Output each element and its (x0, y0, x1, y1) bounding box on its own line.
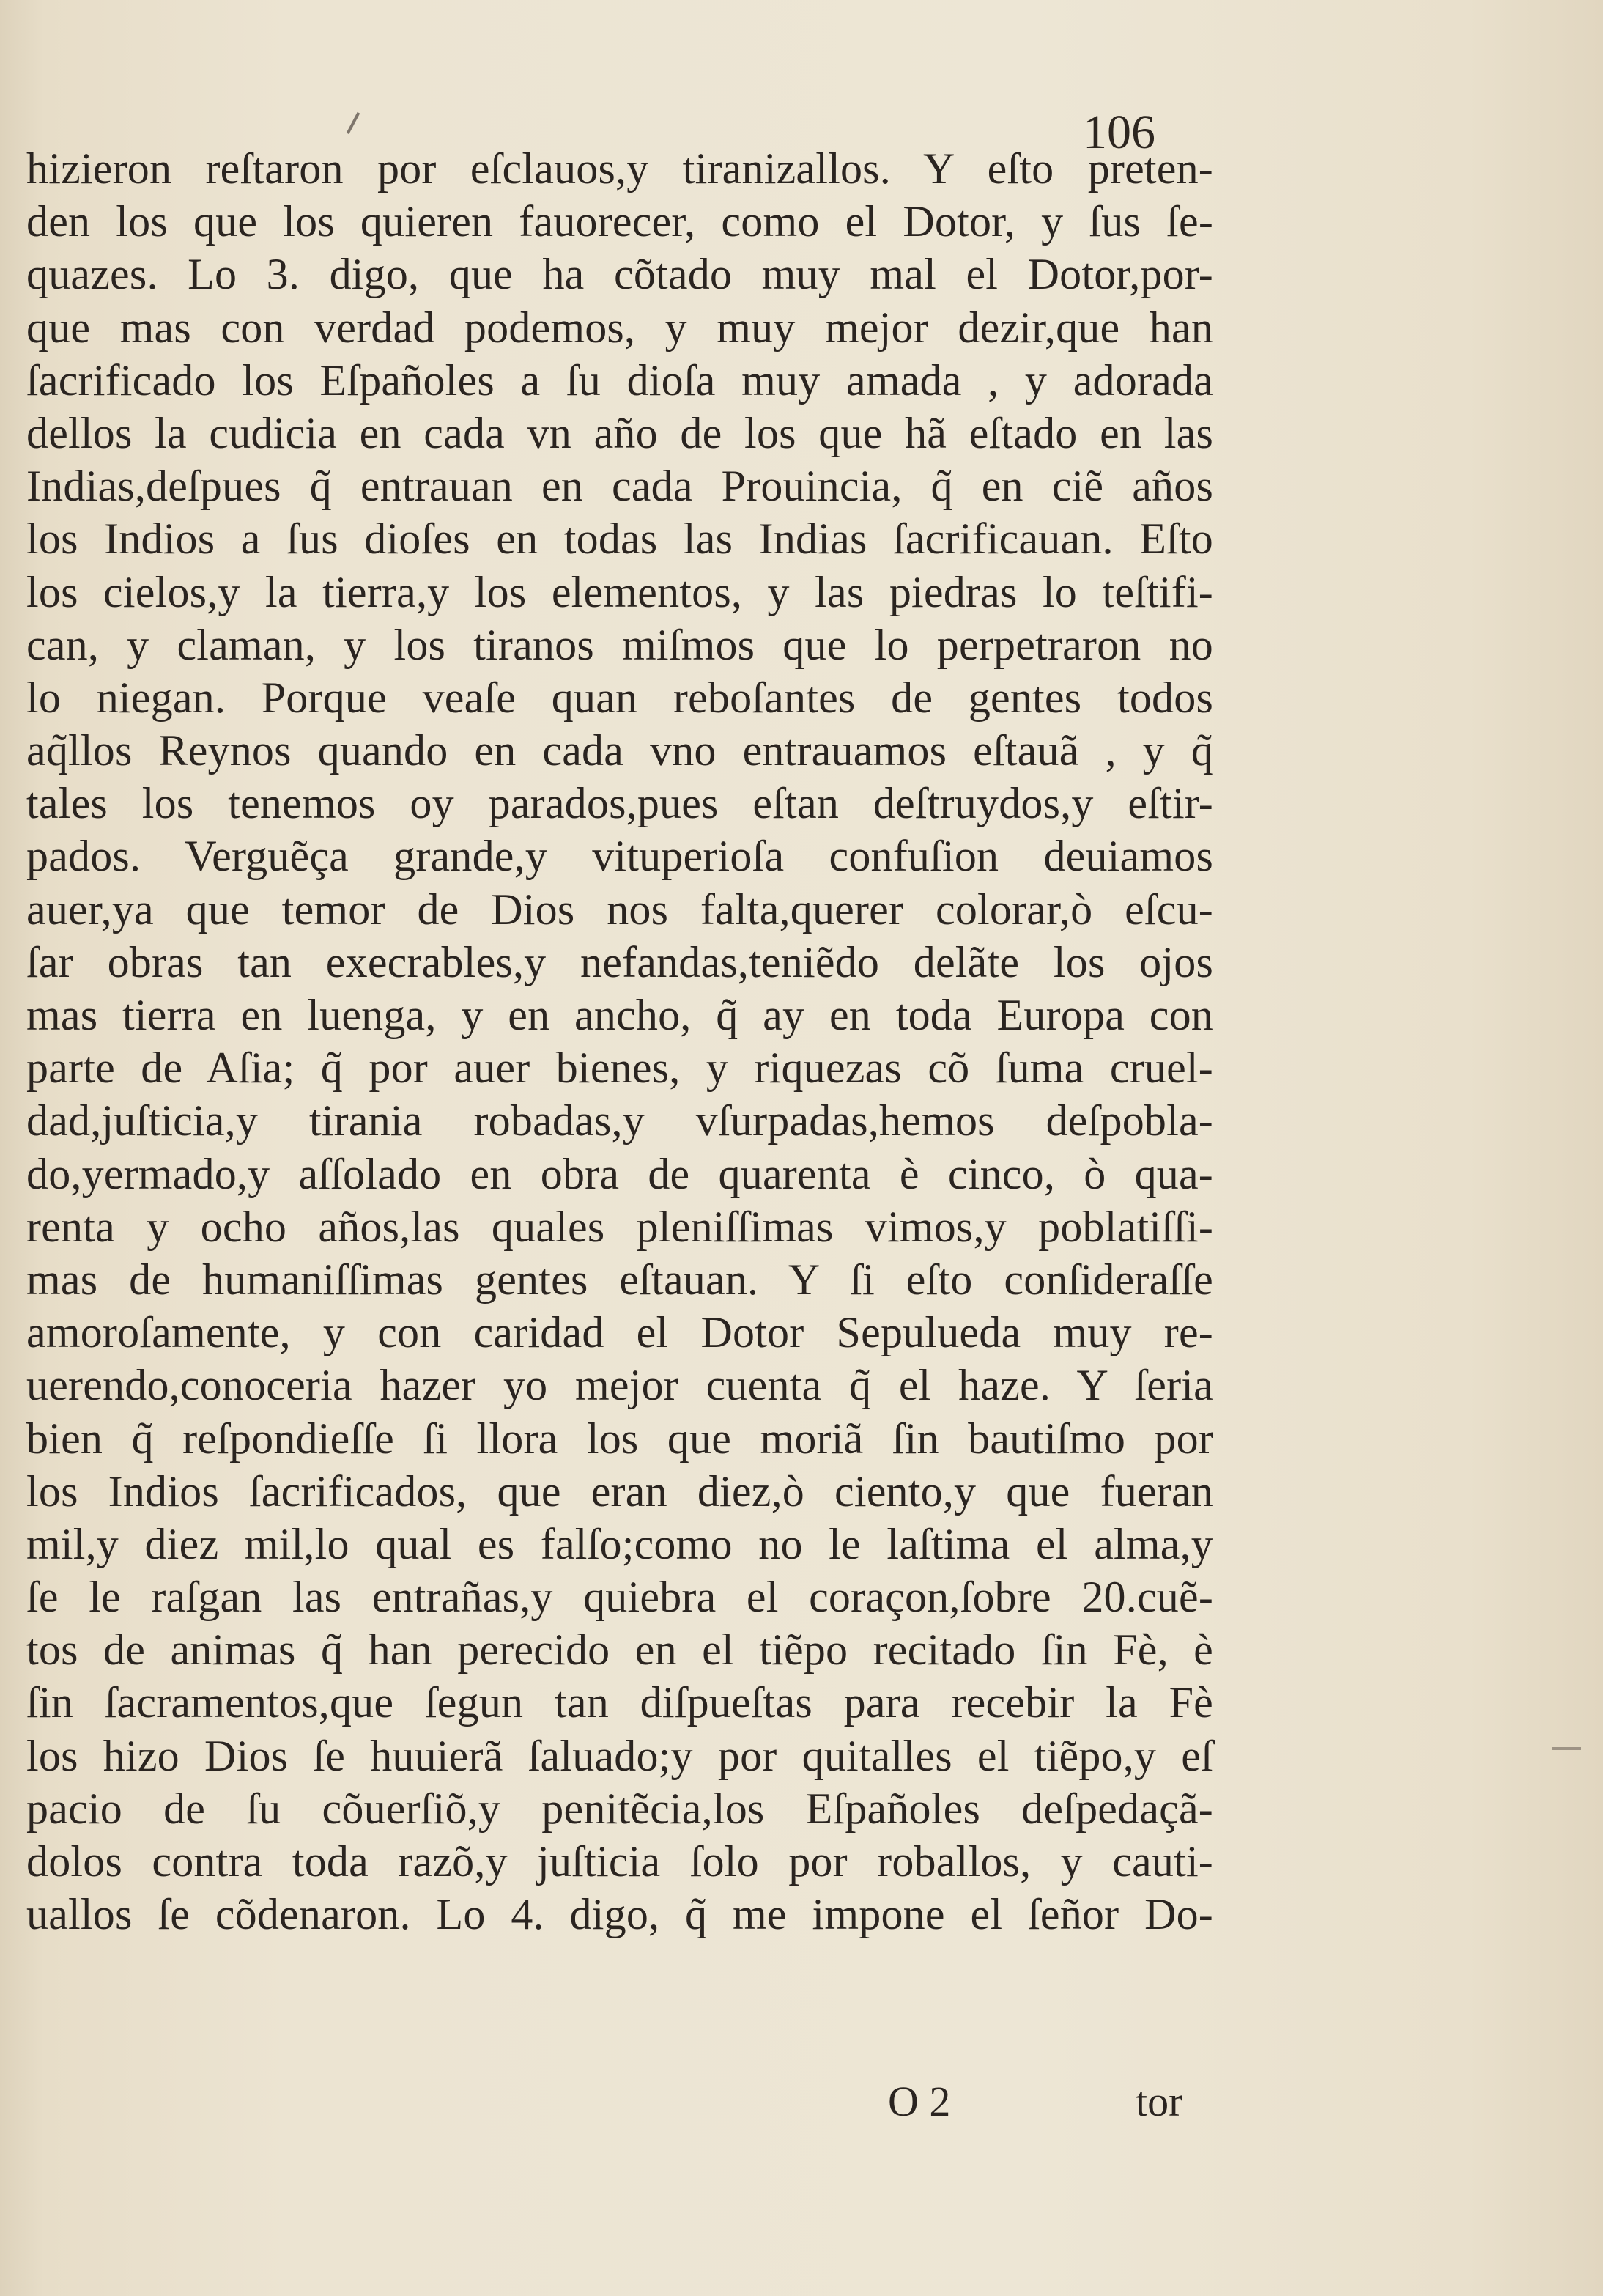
page-footer (0, 2076, 1603, 2127)
text-line: mas tierra en luenga, y en ancho, q̃ ay en toda Europa con (26, 991, 1213, 1039)
text-line: que mas con verdad podemos, y muy mejor dezir,que han (26, 303, 1213, 352)
ink-mark (347, 112, 360, 134)
text-line: ſacrificado los Eſpañoles a ſu dioſa muy amada , y adorada (26, 355, 1213, 405)
text-line: tos de animas q̃ han perecido en el tiẽpo recitado ſin Fè, è (26, 1625, 1213, 1675)
text-line: pacio de ſu cõuerſiõ,y penitẽcia,los Eſpañoles deſpedaçã- (26, 1784, 1213, 1833)
text-line: los hizo Dios ſe huuierã ſaluado;y por quitalles el tiẽpo,y eſ (26, 1731, 1213, 1780)
text-line: bien q̃ reſpondieſſe ſi llora los que moriã ſin bautiſmo por (26, 1414, 1213, 1463)
text-line: pados. Verguẽça grande,y vituperioſa confuſion deuiamos (26, 832, 1213, 881)
page-number: 106 (1083, 106, 1155, 159)
text-line: uerendo,conoceria hazer yo mejor cuenta q̃ el haze. Y ſeria (26, 1361, 1213, 1410)
text-line: Indias,deſpues q̃ entrauan en cada Prouincia, q̃ en ciẽ años (26, 462, 1213, 511)
body-text (26, 142, 1213, 1941)
catchword: tor (1136, 2078, 1183, 2125)
text-line: quazes. Lo 3. digo, que ha cõtado muy mal el Dotor,por- (26, 250, 1213, 299)
text-line: ſar obras tan execrables,y nefandas,teniẽdo delãte los ojos (26, 937, 1213, 986)
text-line: los cielos,y la tierra,y los elementos, y las piedras lo teſtifi- (26, 567, 1213, 616)
text-line: auer,ya que temor de Dios nos falta,querer colorar,ò eſcu- (26, 885, 1213, 934)
text-line: los Indios ſacrificados, que eran diez,ò ciento,y que fueran (26, 1466, 1213, 1516)
text-line: ſin ſacramentos,que ſegun tan diſpueſtas para recebir la Fè (26, 1678, 1213, 1727)
text-line: dolos contra toda razõ,y juſticia ſolo por roballos, y cauti- (26, 1837, 1213, 1886)
text-line: lo niegan. Porque veaſe quan reboſantes de gentes todos (26, 673, 1213, 722)
text-line: los Indios a ſus dioſes en todas las Indias ſacrificauan. Eſto (26, 514, 1213, 564)
text-line: mas de humaniſſimas gentes eſtauan. Y ſi eſto conſideraſſe (26, 1255, 1213, 1304)
text-line: tales los tenemos oy parados,pues eſtan deſtruydos,y eſtir- (26, 779, 1213, 828)
text-line: uallos ſe cõdenaron. Lo 4. digo, q̃ me impone el ſeñor Do- (26, 1890, 1213, 1939)
text-line: parte de Aſia; q̃ por auer bienes, y riquezas cõ ſuma cruel- (26, 1044, 1213, 1093)
text-line: hizieron reſtaron por eſclauos,y tiranizallos. Y eſto preten- (26, 144, 1213, 193)
margin-mark (1552, 1747, 1581, 1750)
text-line: aq̃llos Reynos quando en cada vno entrauamos eſtauã , y q̃ (26, 726, 1213, 775)
text-line: amoroſamente, y con caridad el Dotor Sepulueda muy re- (26, 1308, 1213, 1357)
text-line: dad,juſticia,y tirania robadas,y vſurpadas,hemos deſpobla- (26, 1096, 1213, 1145)
signature-mark: O 2 (888, 2078, 951, 2125)
text-line: ſe le raſgan las entrañas,y quiebra el coraçon,ſobre 20.cuẽ- (26, 1573, 1213, 1622)
text-line: renta y ocho años,las quales pleniſſimas vimos,y poblatiſſi- (26, 1202, 1213, 1251)
text-line: can, y claman, y los tiranos miſmos que lo perpetraron no (26, 620, 1213, 669)
text-line: dellos la cudicia en cada vn año de los que hã eſtado en las (26, 408, 1213, 457)
text-line: do,yermado,y aſſolado en obra de quarenta è cinco, ò qua- (26, 1149, 1213, 1198)
text-line: mil,y diez mil,lo qual es falſo;como no le laſtima el alma,y (26, 1519, 1213, 1568)
text-line: den los que los quieren fauorecer, como el Dotor, y ſus ſe- (26, 197, 1213, 246)
